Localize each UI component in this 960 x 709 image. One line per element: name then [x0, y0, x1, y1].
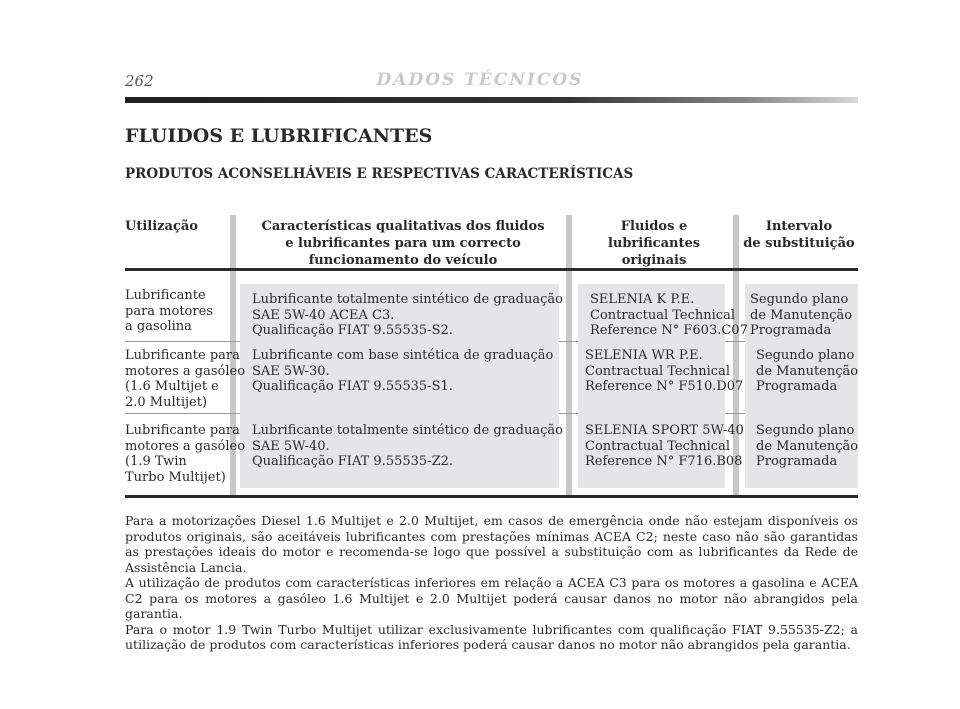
header-interval: Intervalo de substituição [743, 219, 855, 251]
sub-heading: PRODUTOS ACONSELHÁVEIS E RESPECTIVAS CARACTERÍSTICAS [125, 166, 634, 182]
row-2-characteristics: Lubrificante com base sintética de graduação SAE 5W-30. Qualificação FIAT 9.55535-S1. [252, 348, 554, 394]
row-3-characteristics: Lubrificante totalmente sintético de graduação SAE 5W-40. Qualificação FIAT 9.55535-Z2. [252, 423, 563, 469]
row-1-interval: Segundo plano de Manutenção Programada [750, 292, 853, 338]
column-divider [566, 215, 572, 498]
row-1-characteristics: Lubrificante totalmente sintético de graduação SAE 5W-40 ACEA C3. Qualificação FIAT 9.55535-S2. [252, 292, 563, 338]
header-characteristics: Características qualitativas dos fluidos e lubrificantes para um correcto funcionamento do veículo [261, 219, 545, 268]
footnote [125, 513, 858, 653]
footnote-paragraph: Para a motorizações Diesel 1.6 Multijet e 2.0 Multijet, em casos de emergência onde não estejam disponíveis os produtos originais, são aceitáveis lubrificantes com prestações mínimas ACEA C2; neste caso não são garantidas as prestações ideais do motor e recomenda-se logo que possível a substituição com as lubrificantes da Rede de Assistência Lancia. [125, 513, 858, 575]
table-header-rule [125, 268, 858, 271]
header-fluids: Fluidos e lubrificantes originais [607, 219, 701, 268]
header-use: Utilização [125, 219, 198, 234]
row-2-fluid: SELENIA WR P.E. Contractual Technical Reference N° F510.D07 [585, 348, 744, 394]
row-3-fluid: SELENIA SPORT 5W-40 Contractual Technical Reference N° F716.B08 [585, 423, 744, 469]
row-1-use: Lubrificante para motores a gasolina [125, 288, 213, 334]
table-bottom-rule [125, 495, 858, 498]
row-1-fluid: SELENIA K P.E. Contractual Technical Reference N° F603.C07 [590, 292, 748, 338]
row-3-use: Lubrificante para motores a gasóleo (1.9 Twin Turbo Multijet) [125, 423, 246, 485]
section-title: DADOS TÉCNICOS [376, 70, 584, 90]
page-number: 262 [125, 72, 154, 90]
footnote-paragraph: Para o motor 1.9 Twin Turbo Multijet utilizar exclusivamente lubrificantes com qualificação FIAT 9.55535-Z2; a utilização de produtos com características inferiores poderá causar danos no motor não abrangidos pela garantia. [125, 621, 858, 652]
header-rule [125, 97, 858, 103]
row-2-interval: Segundo plano de Manutenção Programada [756, 348, 859, 394]
footnote-paragraph: A utilização de produtos com características inferiores em relação a ACEA C3 para os motores a gasolina e ACEA C2 para os motores a gasóleo 1.6 Multijet e 2.0 Multijet poderá causar danos no motor não abrangidos pela garantia. [125, 575, 858, 621]
row-3-interval: Segundo plano de Manutenção Programada [756, 423, 859, 469]
main-heading: FLUIDOS E LUBRIFICANTES [125, 125, 433, 147]
row-2-use: Lubrificante para motores a gasóleo (1.6 Multijet e 2.0 Multijet) [125, 348, 246, 410]
